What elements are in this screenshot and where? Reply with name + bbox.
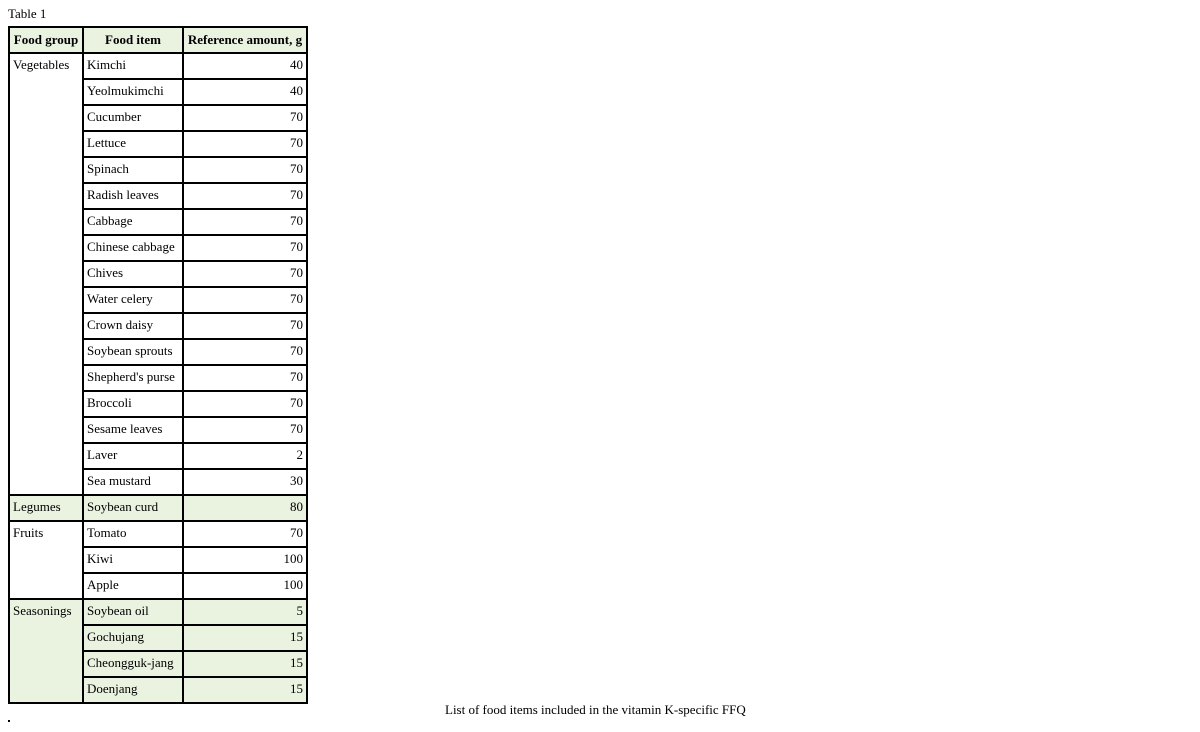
- food-item-cell: Cheongguk-jang: [83, 651, 183, 677]
- reference-amount-cell: 70: [183, 209, 307, 235]
- food-group-cell: Fruits: [9, 521, 83, 599]
- table-body: [9, 53, 307, 703]
- reference-amount-cell: 40: [183, 53, 307, 79]
- food-item-cell: Sesame leaves: [83, 417, 183, 443]
- food-group-cell: Legumes: [9, 495, 83, 521]
- reference-amount-cell: 100: [183, 547, 307, 573]
- column-header-food-group: Food group: [9, 27, 83, 53]
- food-item-cell: Sea mustard: [83, 469, 183, 495]
- food-item-cell: Shepherd's purse: [83, 365, 183, 391]
- food-item-cell: Soybean oil: [83, 599, 183, 625]
- reference-amount-cell: 70: [183, 365, 307, 391]
- table-row: [9, 53, 307, 79]
- food-item-cell: Tomato: [83, 521, 183, 547]
- reference-amount-cell: 15: [183, 625, 307, 651]
- food-group-cell: Seasonings: [9, 599, 83, 703]
- column-header-food-item: Food item: [83, 27, 183, 53]
- reference-amount-cell: 70: [183, 105, 307, 131]
- food-item-cell: Laver: [83, 443, 183, 469]
- food-item-cell: Spinach: [83, 157, 183, 183]
- food-item-cell: Soybean sprouts: [83, 339, 183, 365]
- table-caption: List of food items included in the vitamin K-specific FFQ: [445, 702, 746, 717]
- reference-amount-cell: 70: [183, 183, 307, 209]
- food-item-cell: Doenjang: [83, 677, 183, 703]
- reference-amount-cell: 70: [183, 313, 307, 339]
- food-item-cell: Cabbage: [83, 209, 183, 235]
- reference-amount-cell: 70: [183, 157, 307, 183]
- column-header-reference-amount: Reference amount, g: [183, 27, 307, 53]
- reference-amount-cell: 15: [183, 651, 307, 677]
- reference-amount-cell: 70: [183, 391, 307, 417]
- reference-amount-cell: 70: [183, 261, 307, 287]
- reference-amount-cell: 70: [183, 131, 307, 157]
- reference-amount-cell: 30: [183, 469, 307, 495]
- food-item-cell: Chinese cabbage: [83, 235, 183, 261]
- reference-amount-cell: 70: [183, 339, 307, 365]
- food-group-cell: Vegetables: [9, 53, 83, 495]
- food-item-cell: Broccoli: [83, 391, 183, 417]
- table-row: [9, 495, 307, 521]
- food-item-cell: Soybean curd: [83, 495, 183, 521]
- food-item-cell: Chives: [83, 261, 183, 287]
- food-item-cell: Kimchi: [83, 53, 183, 79]
- food-item-cell: Water celery: [83, 287, 183, 313]
- food-item-cell: Radish leaves: [83, 183, 183, 209]
- reference-amount-cell: 80: [183, 495, 307, 521]
- table-header-row: [9, 27, 307, 53]
- reference-amount-cell: 40: [183, 79, 307, 105]
- reference-amount-cell: 5: [183, 599, 307, 625]
- food-item-cell: Lettuce: [83, 131, 183, 157]
- table-label: Table 1: [8, 6, 47, 21]
- table-row: [9, 521, 307, 547]
- reference-amount-cell: 70: [183, 521, 307, 547]
- reference-amount-cell: 70: [183, 287, 307, 313]
- reference-amount-cell: 15: [183, 677, 307, 703]
- table-row: [9, 599, 307, 625]
- footnote-dot: [8, 720, 10, 722]
- food-item-cell: Apple: [83, 573, 183, 599]
- food-items-table: [8, 26, 308, 704]
- reference-amount-cell: 70: [183, 235, 307, 261]
- food-item-cell: Gochujang: [83, 625, 183, 651]
- food-item-cell: Crown daisy: [83, 313, 183, 339]
- reference-amount-cell: 70: [183, 417, 307, 443]
- reference-amount-cell: 100: [183, 573, 307, 599]
- food-item-cell: Kiwi: [83, 547, 183, 573]
- food-item-cell: Yeolmukimchi: [83, 79, 183, 105]
- food-item-cell: Cucumber: [83, 105, 183, 131]
- reference-amount-cell: 2: [183, 443, 307, 469]
